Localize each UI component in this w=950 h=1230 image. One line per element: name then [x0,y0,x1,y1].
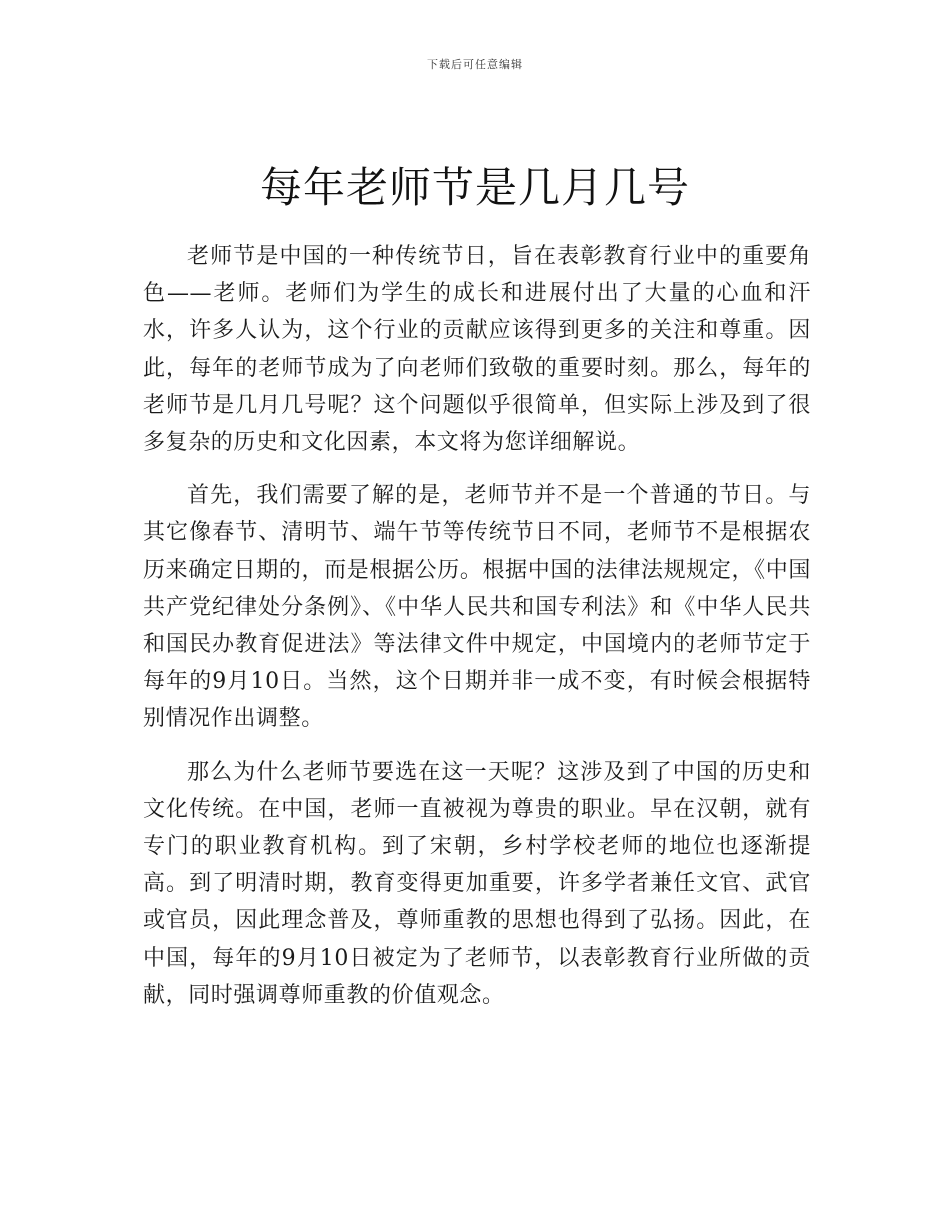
paragraph-history: 那么为什么老师节要选在这一天呢？这涉及到了中国的历史和文化传统。在中国，老师一直被视为尊贵的职业。早在汉朝，就有专门的职业教育机构。到了宋朝，乡村学校老师的地位也逐渐提高。到了明清时期，教育变得更加重要，许多学者兼任文官、武官或官员，因此理念普及，尊师重教的思想也得到了弘扬。因此，在中国，每年的9月10日被定为了老师节，以表彰教育行业所做的贡献，同时强调尊师重教的价值观念。 [143,759,811,1008]
document-body [143,238,811,1014]
page-header-note: 下载后可任意编辑 [427,58,523,71]
paragraph-intro: 老师节是中国的一种传统节日，旨在表彰教育行业中的重要角色——老师。老师们为学生的成长和进展付出了大量的心血和汗水，许多人认为，这个行业的贡献应该得到更多的关注和尊重。因此，每年的老师节成为了向老师们致敬的重要时刻。那么，每年的老师节是几月几号呢？这个问题似乎很简单，但实际上涉及到了很多复杂的历史和文化因素，本文将为您详细解说。 [143,244,811,456]
paragraph-date-origin: 首先，我们需要了解的是，老师节并不是一个普通的节日。与其它像春节、清明节、端午节等传统节日不同，老师节不是根据农历来确定日期的，而是根据公历。根据中国的法律法规规定，《中国共产党纪律处分条例》、《中华人民共和国专利法》和《中华人民共和国民办教育促进法》等法律文件中规定，中国境内的老师节定于每年的9月10日。当然，这个日期并非一成不变，有时候会根据特别情况作出调整。 [143,483,811,732]
document-title: 每年老师节是几月几号 [259,163,690,212]
